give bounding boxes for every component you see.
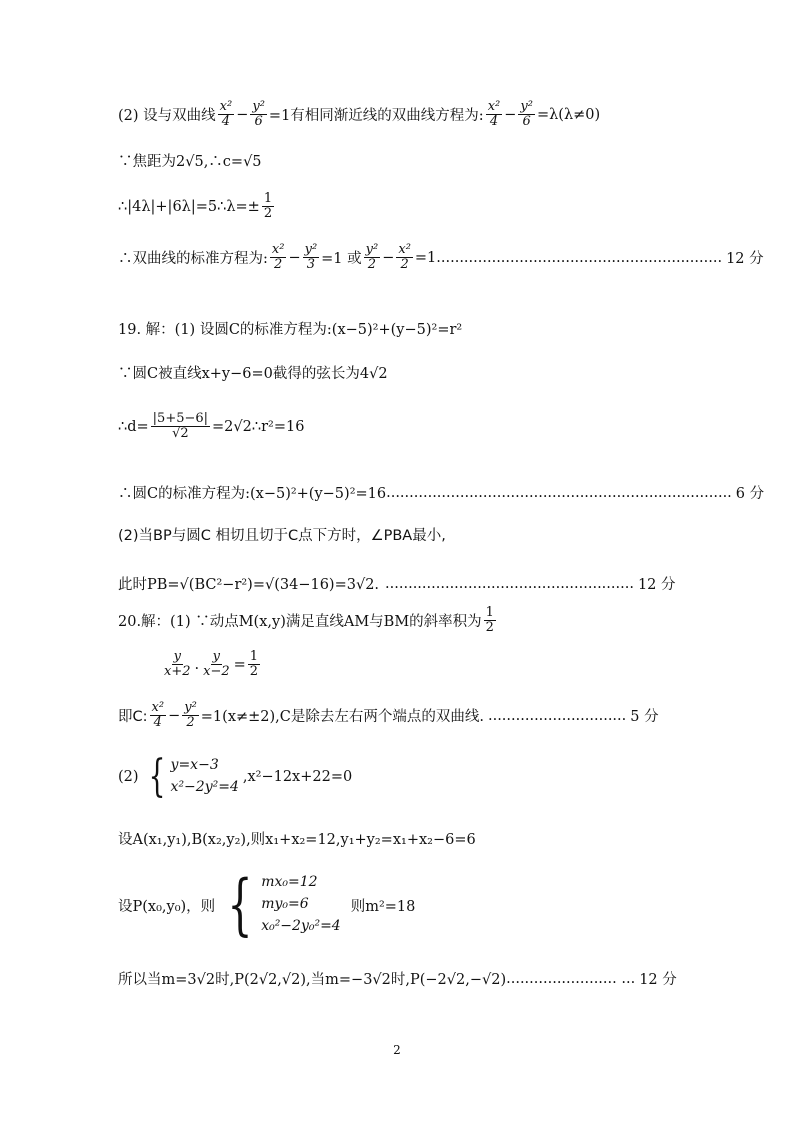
denominator: x+2 <box>164 664 191 680</box>
leader-dots: .............................................................. <box>436 249 723 266</box>
numerator: y <box>212 649 221 664</box>
numerator: y² <box>520 99 533 114</box>
q19-line2: ∵圆C被直线x+y−6=0截得的弦长为4√2 <box>118 366 388 382</box>
denominator: 4 <box>221 114 231 130</box>
system-rows <box>261 872 341 938</box>
brace-icon: { <box>148 751 165 802</box>
numerator: y² <box>184 700 197 715</box>
score-label: 5 分 <box>630 709 659 726</box>
numerator: 1 <box>263 191 273 206</box>
score-label: 6 分 <box>735 486 765 502</box>
q18-eq1-tail: =1有相同渐近线的双曲线方程为: <box>268 108 484 125</box>
fraction <box>486 100 503 130</box>
denominator: 2 <box>400 257 409 273</box>
m-squared-text: 则m²=18 <box>350 898 416 915</box>
numerator: x² <box>271 242 285 257</box>
curve-text: =1(x≠±2),C是除去左右两个端点的双曲线. <box>200 709 484 726</box>
standard-end: =1 <box>414 249 437 266</box>
denominator: x−2 <box>203 664 230 680</box>
fraction <box>518 100 535 130</box>
q20-final-line <box>118 968 677 989</box>
numerator: 1 <box>485 605 494 620</box>
pb-text: 此时PB=√(BC²−r²)=√(34−16)=3√2. <box>118 577 380 593</box>
numerator: x² <box>151 700 165 715</box>
part2-label: (2) <box>118 769 139 785</box>
q18-focal-line: ∵焦距为2√5,∴c=√5 <box>118 154 262 170</box>
numerator: |5+5−6| <box>152 411 209 426</box>
leader-dots: ...................................................... <box>385 575 634 592</box>
numerator: y² <box>252 99 265 114</box>
denominator: 2 <box>274 257 283 273</box>
system-row: x²−2y²=4 <box>170 779 239 796</box>
q20-p-line <box>118 866 416 943</box>
numerator: y <box>173 649 181 664</box>
q18-standard-line: ∴双曲线的标准方程为: $\frac{\text{x²}}{2}$ − $\frac{\text{y²}}{3}$ =1 或 $\frac{\text{y²}}{2}$ − $\frac{\text{x²}}{2}$ =1 .............................................................. 12 分 <box>118 242 764 273</box>
fraction <box>201 650 232 680</box>
denominator: 2 <box>186 715 195 731</box>
denominator: 4 <box>489 114 499 130</box>
standard-mid: =1 或 <box>321 251 362 268</box>
quadratic-text: ,x²−12x+22=0 <box>242 769 353 785</box>
q20-curve-line: 即C: $\frac{\text{x²}}{4}$ − $\frac{\text{y²}}{2}$ =1(x≠±2),C是除去左右两个端点的双曲线. .............................. 5 分 <box>118 700 659 731</box>
q18-eq2-tail: =λ(λ≠0) <box>536 106 601 123</box>
denominator: 2 <box>485 620 494 636</box>
system-row: mx₀=12 <box>261 874 318 891</box>
brace-icon: { <box>227 866 253 943</box>
numerator: y² <box>304 242 318 257</box>
fraction <box>396 243 413 273</box>
q20-system-line <box>118 751 353 802</box>
p-prefix: 设P(x₀,y₀)，则 <box>118 898 216 915</box>
final-answer-text: 所以当m=3√2时,P(2√2,√2),当m=−3√2时,P(−2√2,−√2) <box>118 972 507 988</box>
q20-ratio-line: $\frac{y}{x+2}$ . $\frac{y}{x-2}$ = $\frac{1}{2}$ <box>164 649 259 680</box>
denominator: 2 <box>263 206 273 222</box>
equation-system <box>143 751 239 802</box>
numerator: x² <box>219 99 233 114</box>
denominator: √2 <box>172 426 189 442</box>
leader-dots: ........................................................................... <box>386 484 732 501</box>
fraction <box>162 650 193 680</box>
q20-line1 <box>118 606 498 636</box>
lambda-text: ∴|4λ|+|6λ|=5∴λ=± <box>118 198 260 215</box>
q18-part2-line: (2) 设与双曲线 $\frac{\text{x²}}{4}$ − $\frac{\text{y²}}{6}$ =1有相同渐近线的双曲线方程为: $\frac{\text{x²}}{4}$ − $\frac{\text{y²}}{6}$ =λ(λ≠0) <box>118 99 601 130</box>
q19-line1: 19. 解：(1) 设圆C的标准方程为:(x−5)²+(y−5)²=r² <box>118 322 463 338</box>
q18-lambda-line <box>118 192 276 222</box>
leader-dots: .............................. <box>487 707 627 724</box>
equals-sign: = <box>233 656 246 673</box>
distance-text: ∴d= <box>118 418 149 435</box>
numerator: y² <box>365 242 379 257</box>
numerator: x² <box>398 242 411 257</box>
q19-pb-line <box>118 573 676 594</box>
fraction <box>151 412 210 442</box>
denominator: 2 <box>367 257 377 273</box>
denominator: 6 <box>522 114 531 130</box>
fraction <box>262 192 274 222</box>
system-row: y=x−3 <box>170 757 219 774</box>
fraction <box>218 100 235 130</box>
standard-text: ∴双曲线的标准方程为: <box>118 251 268 268</box>
system-row: my₀=6 <box>261 896 309 913</box>
fraction <box>364 243 381 273</box>
fraction <box>303 243 320 273</box>
score-label: 12 分 <box>726 251 764 268</box>
equation-system <box>219 866 341 943</box>
score-label: 12 分 <box>637 577 676 593</box>
curve-prefix: 即C: <box>118 709 148 726</box>
fraction <box>484 606 496 636</box>
denominator: 3 <box>306 257 316 273</box>
q19-standard-line <box>118 482 764 503</box>
denominator: 6 <box>254 114 263 130</box>
fraction <box>270 243 287 273</box>
denominator: 2 <box>249 664 259 680</box>
page-number: 2 <box>393 1043 401 1057</box>
q19-part2-line: (2)当BP与圆C 相切且切于C点下方时，∠PBA最小, <box>118 528 446 544</box>
system-rows <box>171 755 239 799</box>
system-row: x₀²−2y₀²=4 <box>261 918 341 935</box>
score-label: 12 分 <box>639 972 677 988</box>
distance-result: =2√2∴r²=16 <box>212 418 305 435</box>
fraction <box>250 100 267 130</box>
circle-standard-text: ∴圆C的标准方程为:(x−5)²+(y−5)²=16 <box>118 486 387 502</box>
q19-distance-line <box>118 412 304 442</box>
fraction <box>150 701 167 731</box>
denominator: 4 <box>153 715 162 731</box>
fraction <box>248 650 260 680</box>
q20-ab-line: 设A(x₁,y₁),B(x₂,y₂),则x₁+x₂=12,y₁+y₂=x₁+x₂−6=6 <box>118 832 476 848</box>
leader-dots: ........................ ... <box>506 970 636 987</box>
q20-intro-text: 20.解：(1) ∵动点M(x,y)满足直线AM与BM的斜率积为 <box>118 614 482 631</box>
numerator: x² <box>487 99 501 114</box>
numerator: 1 <box>249 649 259 664</box>
q18-part2-label: (2) 设与双曲线 <box>118 108 216 125</box>
fraction <box>182 701 199 731</box>
